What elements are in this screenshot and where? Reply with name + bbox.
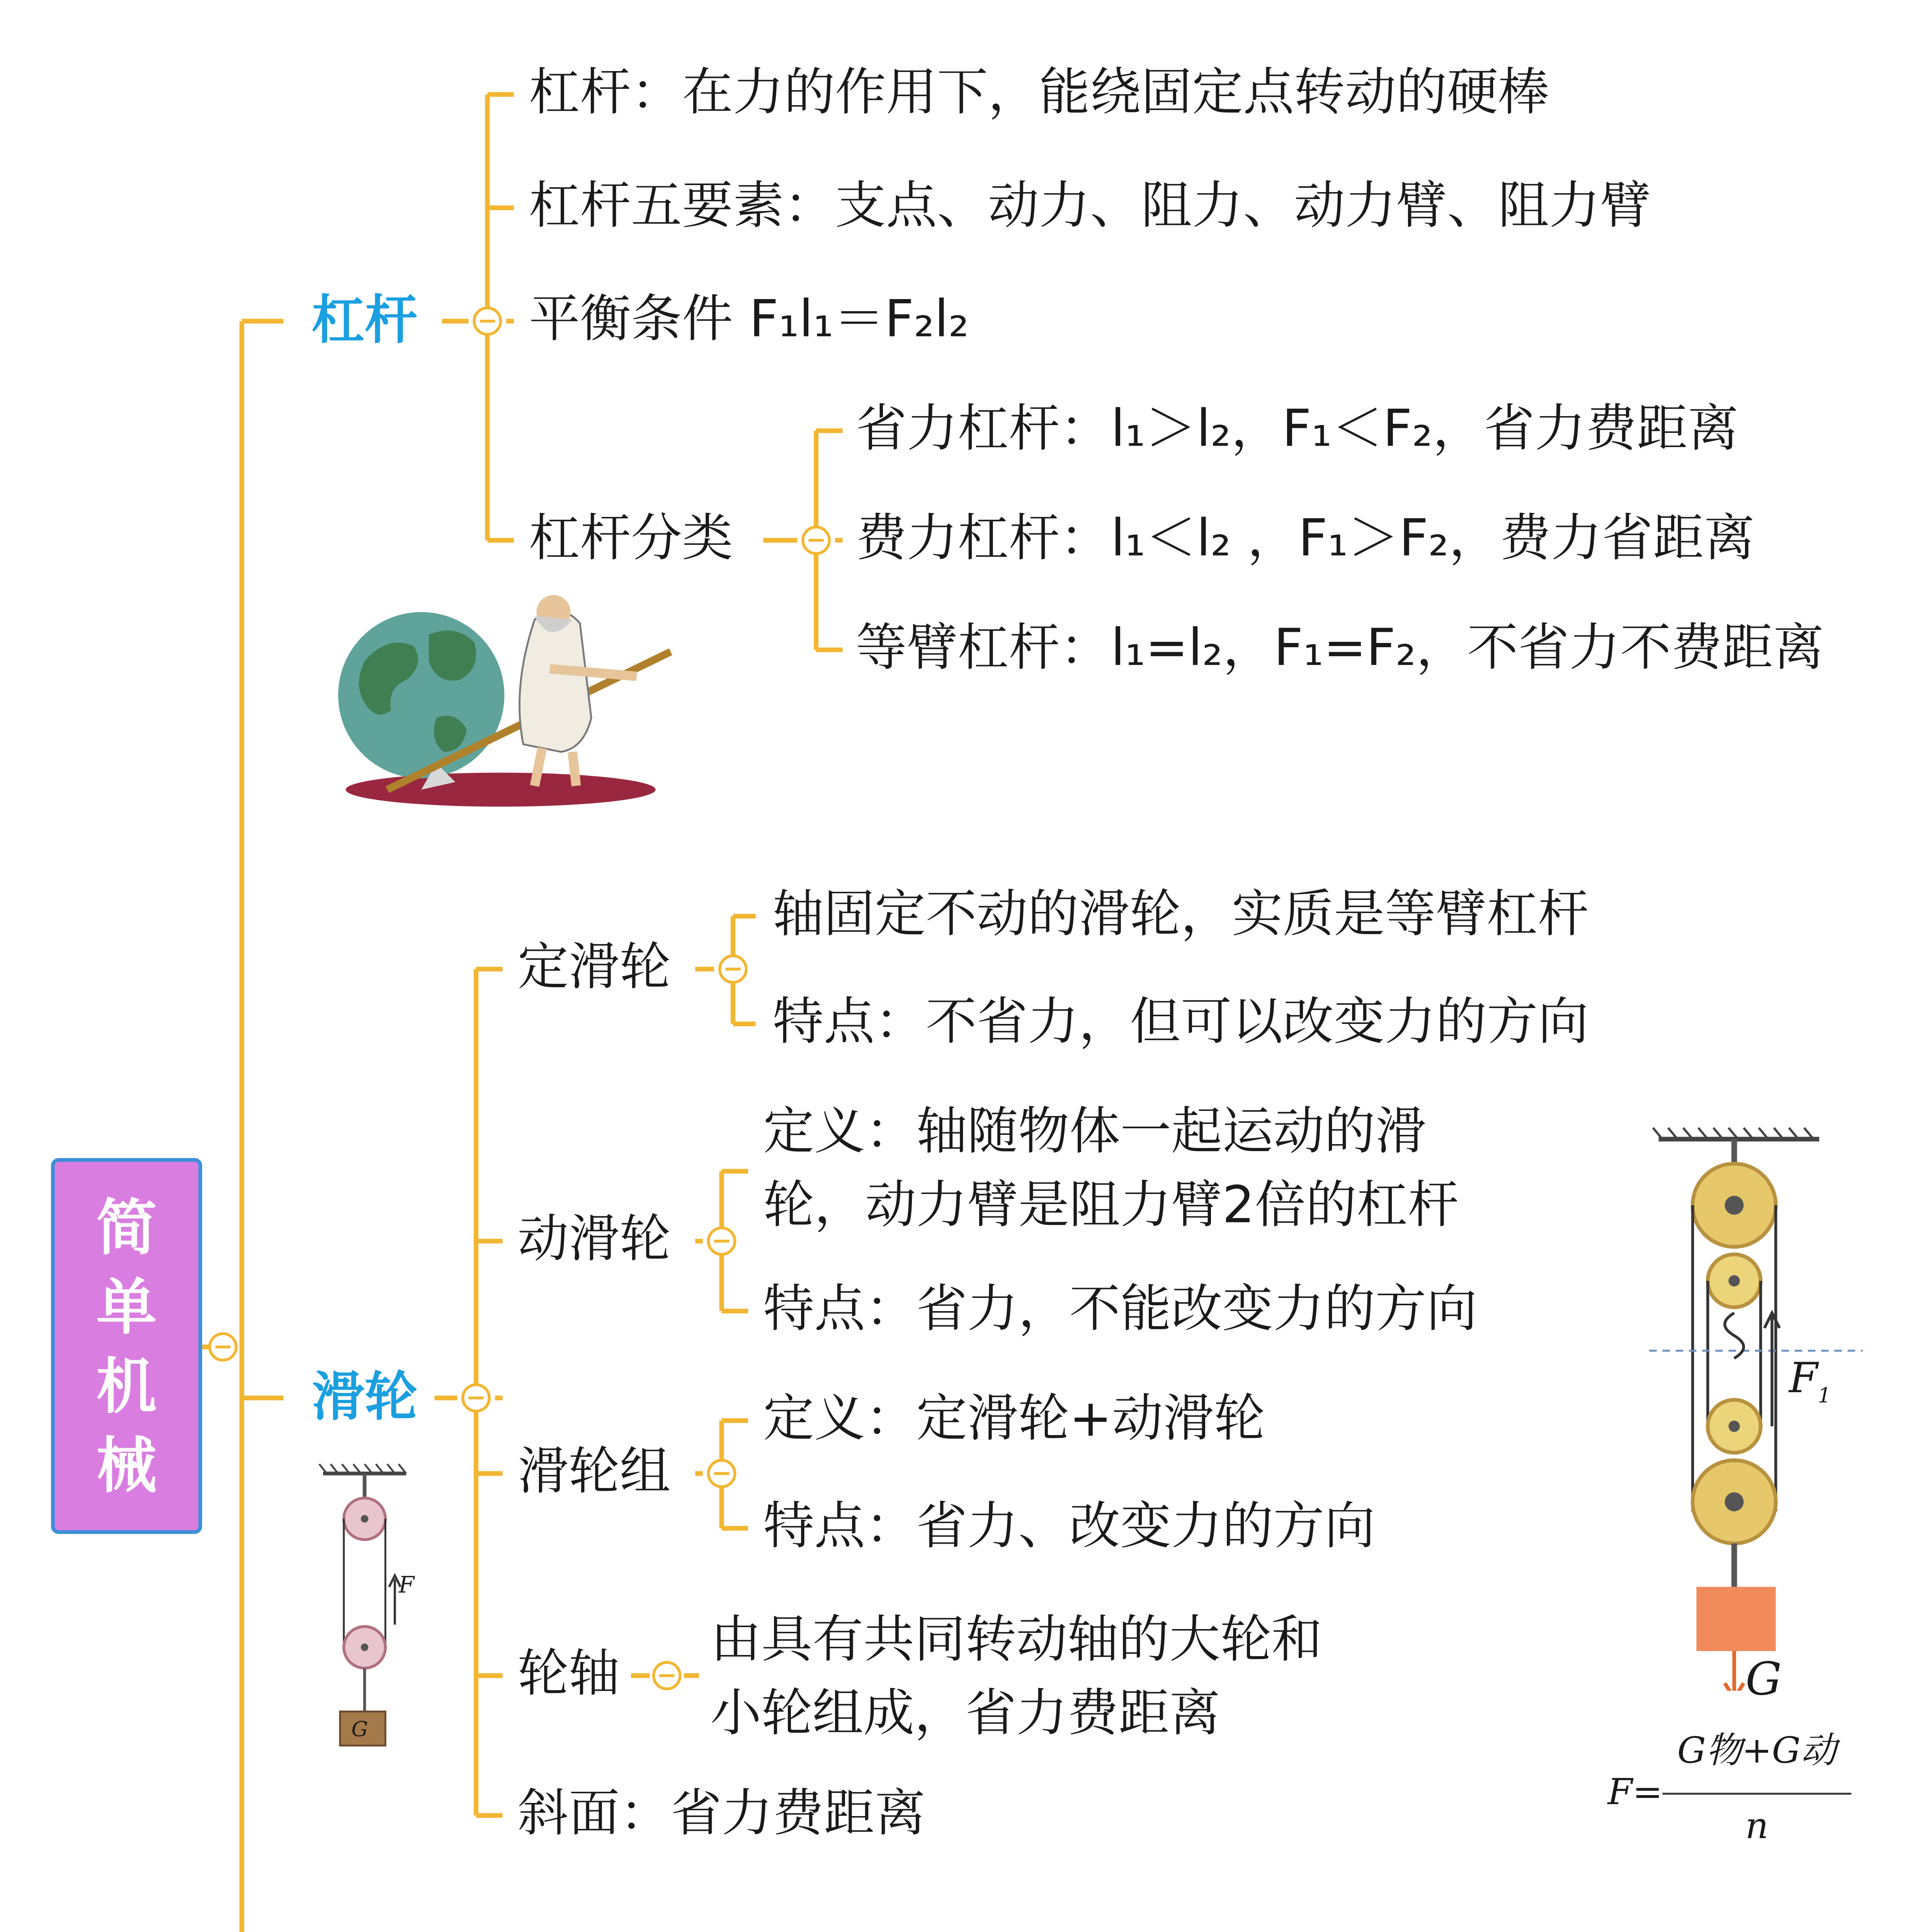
- lever-class-equal-arm: 等臂杠杆：l₁=l₂，F₁=F₂，不省力不费距离: [855, 619, 1824, 679]
- movable-pulley-label[interactable]: 动滑轮: [517, 1211, 671, 1270]
- branch-pulley[interactable]: 滑轮: [311, 1366, 418, 1429]
- fixed-pulley-label[interactable]: 定滑轮: [517, 939, 671, 998]
- fixed-pulley-feature: 特点：不省力，但可以改变力的方向: [772, 993, 1589, 1053]
- fig1-weight-label: G: [1745, 1653, 1782, 1706]
- movable-pulley-definition: 定义：轴随物体一起运动的滑轮，动力臂是阻力臂2倍的杠杆: [763, 1103, 1459, 1236]
- lever-class-force-saving: 省力杠杆：l₁＞l₂，F₁＜F₂，省力费距离: [855, 400, 1739, 459]
- wheel-axle-label[interactable]: 轮轴: [517, 1645, 620, 1704]
- fig1-force-label: $F_1$: [1789, 1356, 1831, 1408]
- pulley-block-label[interactable]: 滑轮组: [517, 1443, 671, 1502]
- formula1-fraction-bar: [1662, 1793, 1851, 1795]
- lever-class-force-costing: 费力杠杆：l₁＜l₂ ，F₁＞F₂，费力省距离: [855, 510, 1755, 569]
- archimedes-lever-illustration: [312, 567, 690, 822]
- formula1-lhs: F=: [1607, 1772, 1663, 1814]
- movable-pulley-feature: 特点：省力，不能改变力的方向: [763, 1281, 1478, 1340]
- lever-five-elements: 杠杆五要素：支点、动力、阻力、动力臂、阻力臂: [529, 177, 1651, 236]
- branch-lever[interactable]: 杠杆: [311, 289, 418, 352]
- lever-balance-condition: 平衡条件 F₁l₁＝F₂l₂: [529, 291, 969, 350]
- fixed-pulley-definition: 轴固定不动的滑轮，实质是等臂杠杆: [772, 886, 1589, 945]
- small-weight-label: G: [351, 1717, 368, 1742]
- lever-classification[interactable]: 杠杆分类: [529, 510, 733, 569]
- root-char-1: 简: [96, 1191, 157, 1263]
- root-char-4: 械: [96, 1429, 157, 1501]
- incline-text: 斜面：省力费距离: [517, 1785, 926, 1844]
- formula1-denominator: n: [1745, 1806, 1769, 1848]
- formula1-numerator: G物+G动: [1677, 1730, 1837, 1772]
- pulley-system-1: [1640, 1124, 1904, 1691]
- pulley-small-illustration: [312, 1458, 429, 1757]
- pulley-block-definition: 定义：定滑轮+动滑轮: [763, 1390, 1265, 1449]
- small-force-label: F: [398, 1571, 415, 1599]
- wheel-axle-definition: 由具有共同转动轴的大轮和小轮组成，省力费距离: [710, 1611, 1323, 1744]
- pulley-block-feature: 特点：省力、改变力的方向: [763, 1498, 1376, 1557]
- root-node[interactable]: [51, 1158, 202, 1534]
- lever-definition: 杠杆：在力的作用下，能绕固定点转动的硬棒: [529, 64, 1549, 123]
- root-char-3: 机: [96, 1350, 157, 1422]
- root-char-2: 单: [96, 1270, 157, 1342]
